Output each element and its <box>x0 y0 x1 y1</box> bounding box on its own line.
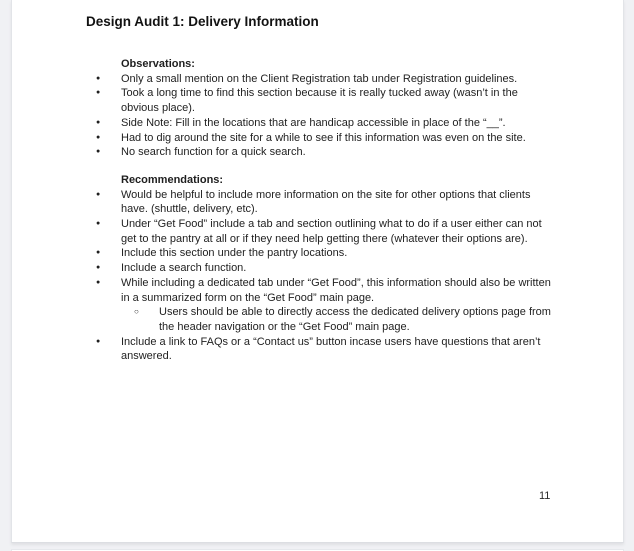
list-item <box>86 86 555 115</box>
list-item <box>86 188 555 217</box>
bullet-icon: ● <box>96 190 101 198</box>
document-page[interactable] <box>11 0 624 543</box>
list-item <box>86 217 555 246</box>
sub-bullet-list <box>121 305 555 334</box>
bullet-text: Include this section under the pantry locations. <box>121 247 348 260</box>
page-number: 11 <box>539 490 551 502</box>
observations-section <box>86 57 555 160</box>
list-item <box>86 131 555 146</box>
bullet-text: Took a long time to find this section because it is really tucked away (wasn’t in the obvious place). <box>121 87 518 115</box>
sub-list-item <box>121 305 555 334</box>
bullet-icon: ● <box>96 249 101 257</box>
recommendations-list <box>86 188 555 364</box>
bullet-text: Had to dig around the site for a while to see if this information was even on the site. <box>121 131 526 144</box>
list-item <box>86 246 555 261</box>
page-title: Design Audit 1: Delivery Information <box>86 14 319 29</box>
bullet-text: While including a dedicated tab under “Get Food”, this information should also be written in a summarized form on the “Get Food” main page. <box>121 276 551 304</box>
document-content <box>86 13 555 364</box>
list-item <box>86 335 555 364</box>
bullet-icon: ● <box>96 220 101 228</box>
bullet-icon: ● <box>96 74 101 82</box>
observations-heading: Observations: <box>121 58 195 70</box>
observations-list <box>86 72 555 160</box>
bullet-icon: ● <box>96 264 101 272</box>
list-item <box>86 145 555 160</box>
list-item <box>86 261 555 276</box>
bullet-text: Would be helpful to include more information on the site for other options that clients have. (shuttle, delivery, etc). <box>121 188 531 216</box>
bullet-icon: ● <box>96 148 101 156</box>
bullet-icon: ● <box>96 133 101 141</box>
recommendations-heading: Recommendations: <box>121 173 224 186</box>
list-item <box>86 276 555 335</box>
list-item <box>86 116 555 131</box>
bullet-text-with-sub <box>121 276 555 335</box>
bullet-text: Only a small mention on the Client Registration tab under Registration guidelines. <box>121 72 518 85</box>
bullet-text: No search function for a quick search. <box>121 146 306 159</box>
sub-bullet-icon: ○ <box>134 307 139 317</box>
bullet-text: Side Note: Fill in the locations that are handicap accessible in place of the “__”. <box>121 116 506 129</box>
bullet-text: Include a link to FAQs or a “Contact us” button incase users have questions that aren’t answered. <box>121 335 541 363</box>
bullet-icon: ● <box>96 337 101 345</box>
bullet-text: Under “Get Food” include a tab and section outlining what to do if a user either can not get to the pantry at all or if they need help getting there (whatever their options are). <box>121 218 542 245</box>
bullet-icon: ● <box>96 89 101 97</box>
bullet-icon: ● <box>96 118 101 126</box>
bullet-icon: ● <box>96 278 101 286</box>
sub-bullet-text: Users should be able to directly access the dedicated delivery options page from the header navigation or the “Get Food” main page. <box>159 306 551 333</box>
recommendations-section <box>86 173 555 364</box>
list-item <box>86 72 555 87</box>
bullet-text: Include a search function. <box>121 262 247 275</box>
